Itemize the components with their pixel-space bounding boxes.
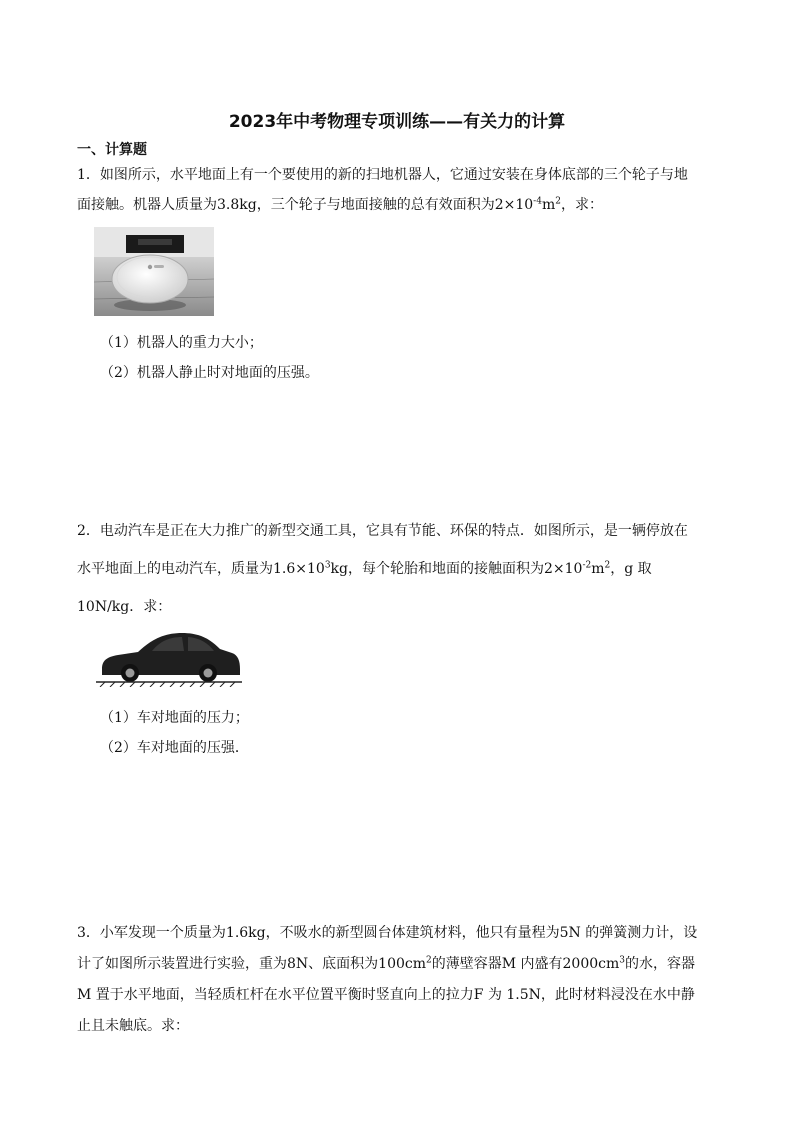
question-2-line-1: 2．电动汽车是正在大力推广的新型交通工具，它具有节能、环保的特点．如图所示，是一辆停放在 bbox=[77, 523, 688, 539]
question-2-sub-1: （1）车对地面的压力； bbox=[100, 710, 249, 726]
question-2-line-3: 10N/kg．求： bbox=[77, 599, 172, 615]
question-1-sub-2: （2）机器人静止时对地面的压强。 bbox=[100, 365, 319, 381]
electric-car-image bbox=[96, 625, 242, 687]
question-2-line-2: 水平地面上的电动汽车，质量为$1.6\times 10^3kg$，每个轮胎和地面的接触面积为$2\times 10^{-2}m^2$，g 取 bbox=[77, 560, 652, 577]
question-3-line-2: 计了如图所示装置进行实验，重为8N、底面积为$100cm^2$的薄壁容器M 内盛有$2000cm^3$的水，容器 bbox=[77, 955, 695, 972]
question-3-stem bbox=[77, 918, 719, 1042]
robot-vacuum-image bbox=[94, 227, 214, 316]
question-2-sub-2: （2）车对地面的压强． bbox=[100, 740, 249, 756]
page-title: 2023年中考物理专项训练——有关力的计算 bbox=[228, 112, 566, 132]
question-2-stem bbox=[77, 512, 719, 626]
question-3-line-4: 止且未触底。求： bbox=[77, 1018, 189, 1034]
question-1-sub-1: （1）机器人的重力大小； bbox=[100, 335, 263, 351]
question-1-line-1: 1．如图所示，水平地面上有一个要使用的新的扫地机器人，它通过安装在身体底部的三个轮子与地 bbox=[77, 167, 688, 183]
question-3-line-1: 3．小军发现一个质量为1.6kg，不吸水的新型圆台体建筑材料，他只有量程为5N 的弹簧测力计，设 bbox=[77, 925, 698, 941]
question-3-line-3: M 置于水平地面，当轻质杠杆在水平位置平衡时竖直向上的拉力F 为 1.5N，此时材料浸没在水中静 bbox=[77, 987, 695, 1003]
question-1-line-2: 面接触。机器人质量为3.8kg，三个轮子与地面接触的总有效面积为$2\times 10^{-4}m^2$，求： bbox=[77, 196, 603, 213]
question-1-stem bbox=[77, 160, 719, 220]
section-heading: 一、计算题 bbox=[77, 142, 147, 158]
